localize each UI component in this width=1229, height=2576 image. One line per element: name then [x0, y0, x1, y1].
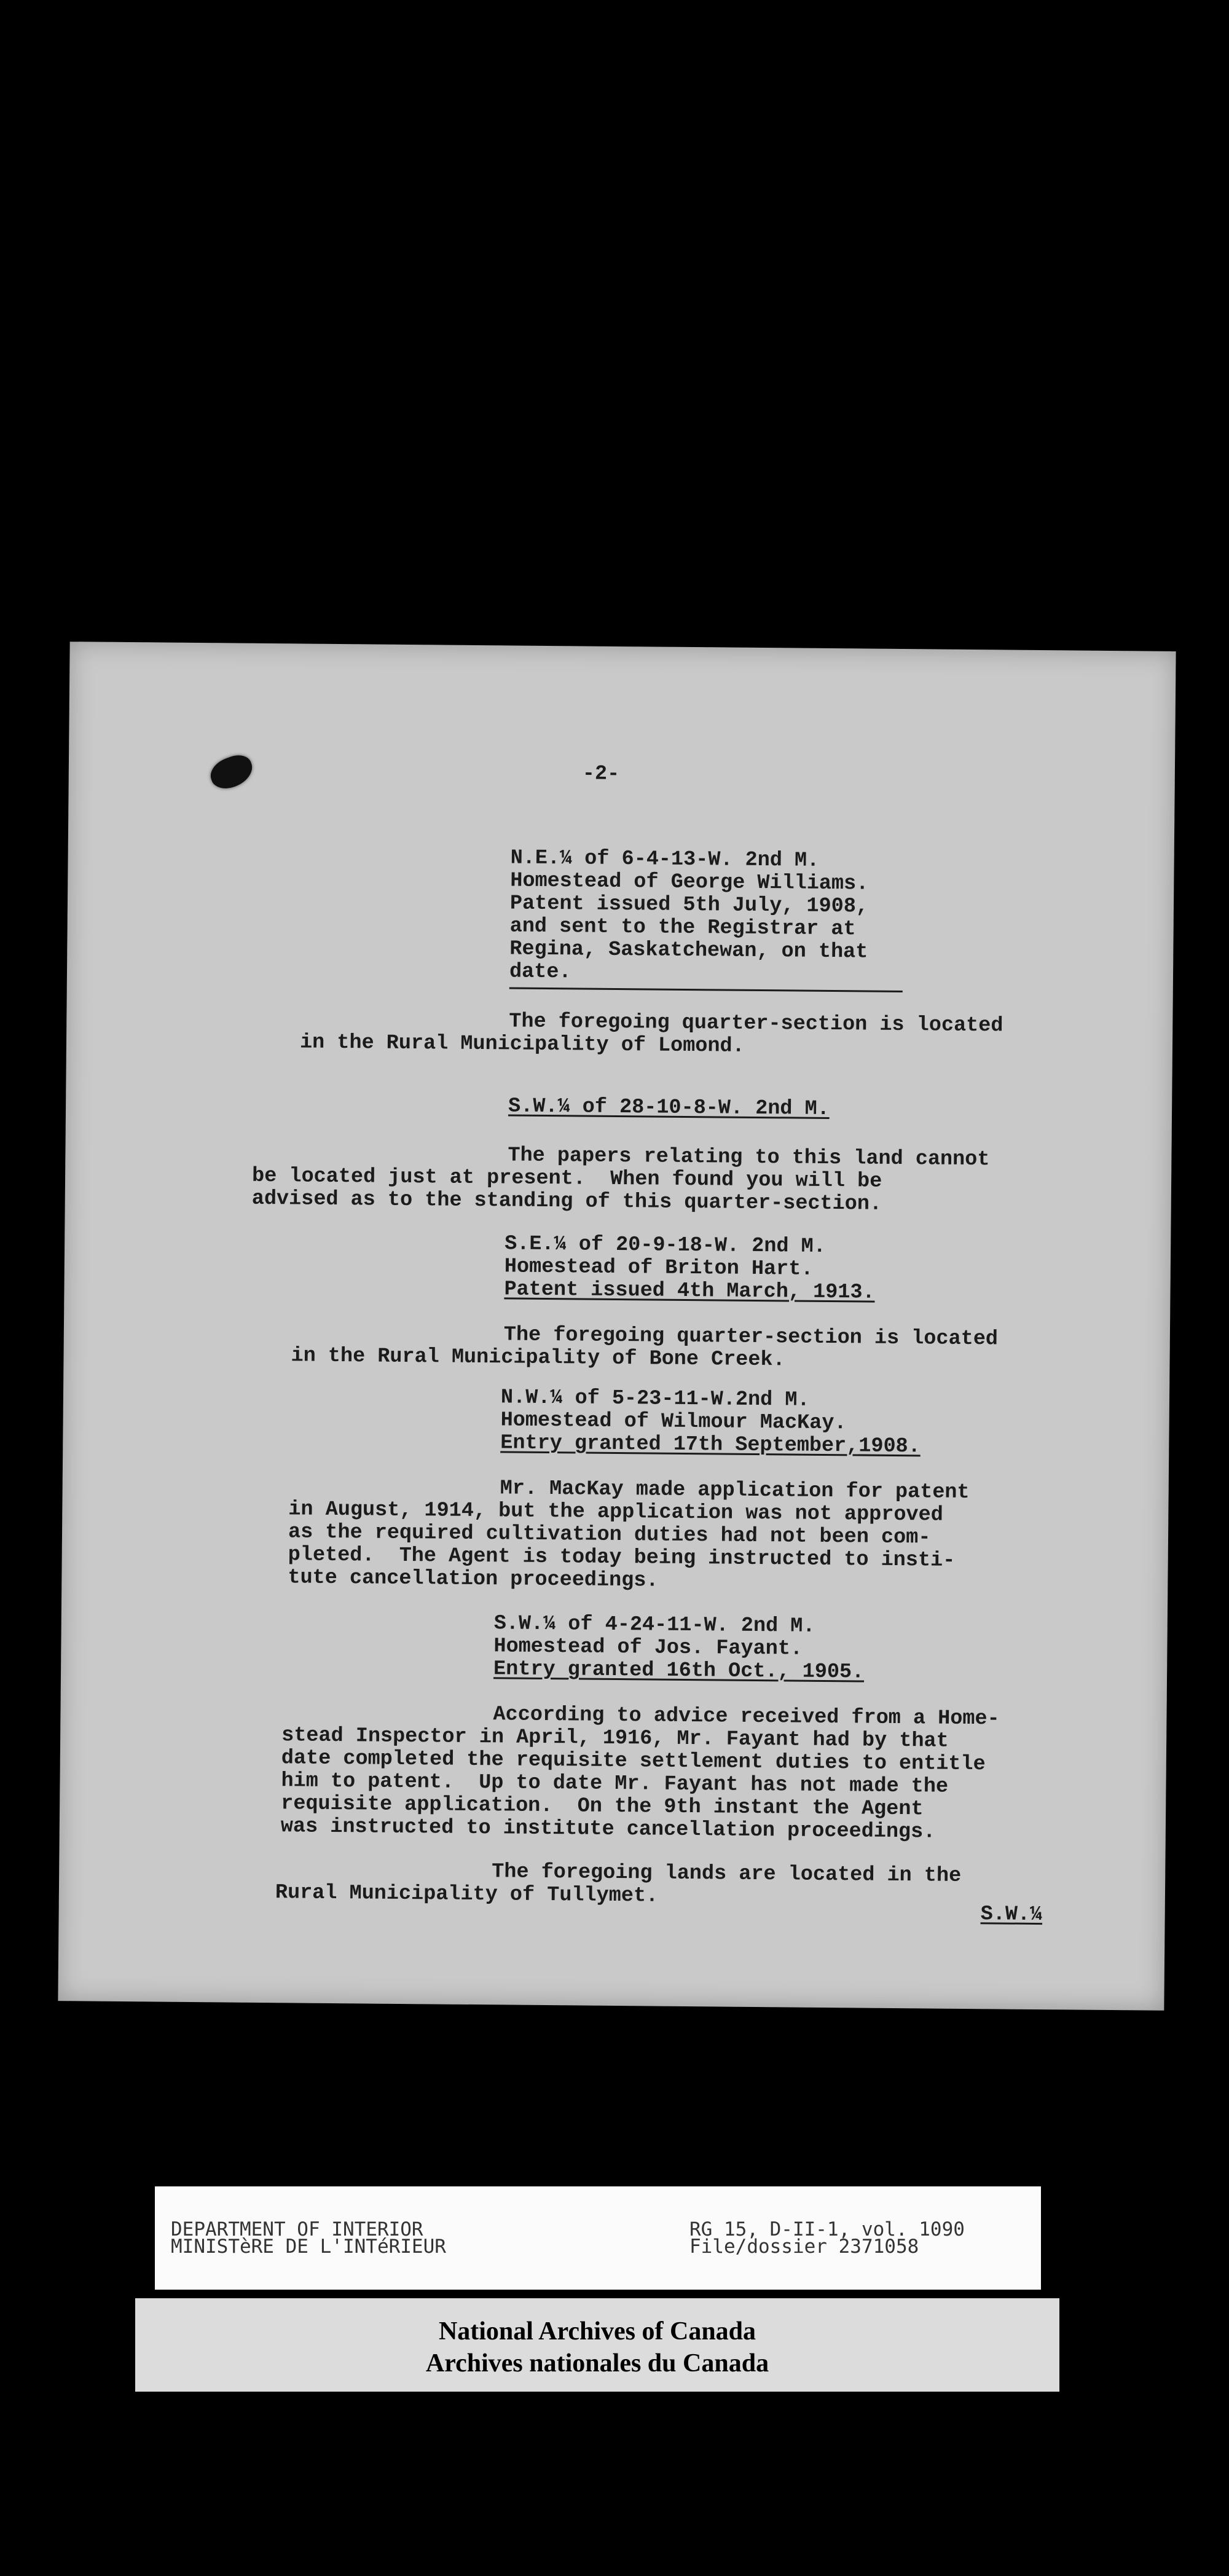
- para5-line3: date completed the requisite settlement duties to entitle: [281, 1746, 986, 1777]
- page-number: -2-: [582, 762, 620, 787]
- para5-line4: him to patent. Up to date Mr. Fayant has not made the: [281, 1769, 949, 1799]
- para4-line1: Mr. MacKay made application for patent: [500, 1477, 970, 1505]
- archive-name-english: National Archives of Canada: [438, 2317, 756, 2346]
- para2-line1: The papers relating to this land cannot: [508, 1144, 990, 1172]
- department-english: DEPARTMENT OF INTERIOR: [171, 2218, 423, 2240]
- block1-line1: N.E.¼ of 6-4-13-W. 2nd M.: [510, 846, 820, 873]
- block4-line1: N.W.¼ of 5-23-11-W.2nd M.: [500, 1386, 810, 1412]
- block3-line2: Homestead of Briton Hart.: [504, 1255, 814, 1281]
- block5-line2: Homestead of Jos. Fayant.: [493, 1635, 803, 1661]
- para4-line3: as the required cultivation duties had not been com-: [288, 1520, 931, 1550]
- para6-line2: Rural Municipality of Tullymet.: [275, 1881, 659, 1908]
- block3-line1: S.E.¼ of 20-9-18-W. 2nd M.: [504, 1232, 826, 1259]
- file-reference: File/dossier 2371058: [689, 2236, 919, 2258]
- para5-line2: stead Inspector in April, 1916, Mr. Fayant had by that: [281, 1724, 949, 1753]
- block1-line3: Patent issued 5th July, 1908,: [509, 892, 869, 919]
- block5-line3: Entry granted 16th Oct., 1905.: [493, 1657, 865, 1684]
- archive-reference-label: [155, 2186, 1041, 2290]
- para2-line2: be located just at present. When found you will be: [251, 1164, 882, 1193]
- block1-rule: [509, 987, 903, 992]
- para4-line5: tute cancellation proceedings.: [288, 1566, 659, 1593]
- para4-line4: pleted. The Agent is today being instructed to insti-: [288, 1543, 956, 1573]
- para5-line1: According to advice received from a Home-: [493, 1703, 1000, 1731]
- para1-line1: The foregoing quarter-section is located: [509, 1010, 1003, 1038]
- para5-line5: requisite application. On the 9th instant the Agent: [281, 1792, 924, 1821]
- block2-heading: S.W.¼ of 28-10-8-W. 2nd M.: [508, 1094, 830, 1121]
- para2-line3: advised as to the standing of this quarter-section.: [251, 1187, 882, 1216]
- catchword: S.W.¼: [980, 1903, 1043, 1927]
- record-group-reference: RG 15, D-II-1, vol. 1090: [689, 2218, 965, 2240]
- para3-line1: The foregoing quarter-section is located: [503, 1323, 999, 1351]
- archive-name-french: Archives nationales du Canada: [425, 2349, 769, 2378]
- block5-line1: S.W.¼ of 4-24-11-W. 2nd M.: [493, 1612, 815, 1638]
- document-page: [58, 642, 1176, 2011]
- archive-banner: [135, 2298, 1059, 2392]
- block4-line3: Entry granted 17th September,1908.: [500, 1431, 921, 1459]
- block1-line5: Regina, Saskatchewan, on that: [509, 937, 868, 964]
- para1-line2: in the Rural Municipality of Lomond.: [299, 1031, 745, 1058]
- block4-line2: Homestead of Wilmour MacKay.: [500, 1408, 847, 1435]
- ink-blot: [206, 751, 257, 793]
- para5-line6: was instructed to institute cancellation proceedings.: [280, 1815, 936, 1844]
- block1-line2: Homestead of George Williams.: [510, 869, 869, 896]
- block3-line3: Patent issued 4th March, 1913.: [504, 1278, 875, 1305]
- block1-line6: date.: [509, 960, 571, 984]
- para3-line2: in the Rural Municipality of Bone Creek.: [291, 1344, 785, 1372]
- para6-line1: The foregoing lands are located in the: [492, 1860, 962, 1888]
- para4-line2: in August, 1914, but the application was not approved: [288, 1498, 943, 1527]
- department-french: MINISTèRE DE L'INTéRIEUR: [171, 2236, 446, 2258]
- block1-line4: and sent to the Registrar at: [509, 914, 856, 941]
